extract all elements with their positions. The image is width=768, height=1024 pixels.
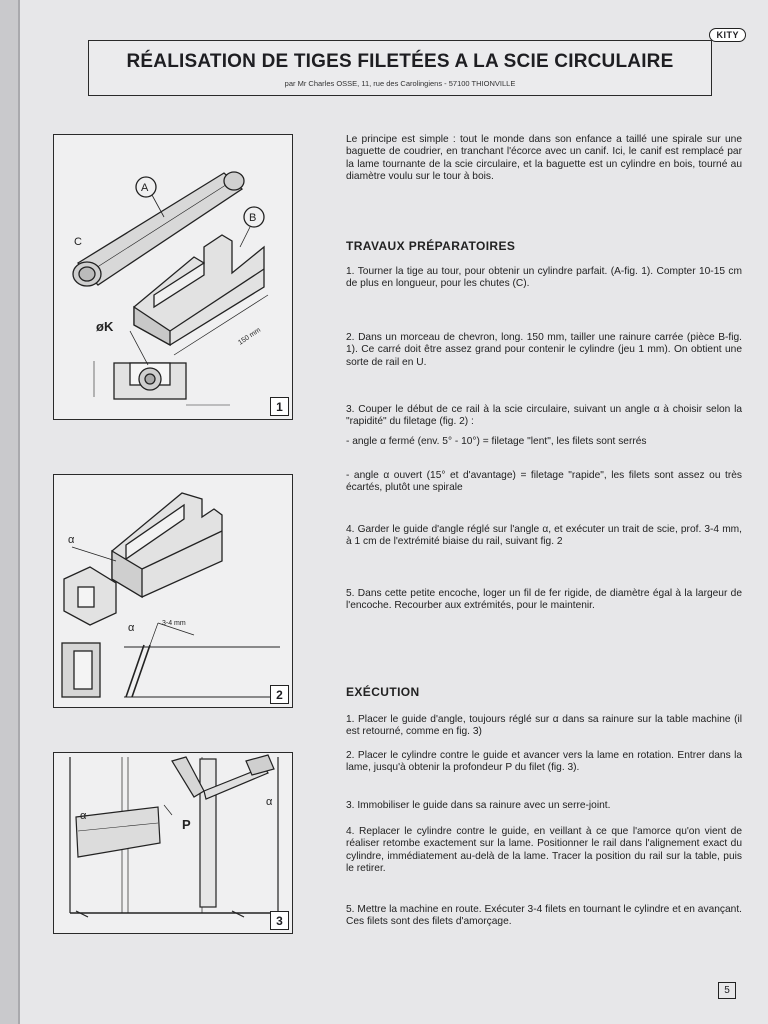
figure-1-number: 1 (270, 397, 289, 416)
exec-step-5: 5. Mettre la machine en route. Exécuter 3-4 filets en tournant le cylindre et en avançant. Ces filets sont des filets d'amorçage. (346, 904, 742, 928)
brand-logo: KITY (709, 28, 746, 42)
binding-edge (0, 0, 20, 1024)
fig1-label-k: øK (96, 319, 114, 334)
intro-paragraph: Le principe est simple : tout le monde dans son enfance a taillé une spirale sur une baguette de coudrier, en tranchant l'écorce avec un canif. Ici, le canif est remplacé par la lame tournante de la scie circulaire, et la baguette est un cylindre en bois, tourné au diamètre voulu sur le tour à bois. (346, 134, 742, 183)
prep-step-1: 1. Tourner la tige au tour, pour obtenir un cylindre parfait. (A-fig. 1). Compter 10-15 cm de plus en longueur, pour les chutes (C). (346, 266, 742, 290)
prep-step-3: 3. Couper le début de ce rail à la scie circulaire, suivant un angle α à choisir selon la "rapidité" du filetage (fig. 2) : (346, 404, 742, 428)
fig1-label-a: A (141, 182, 149, 194)
fig2-label-alpha-plan: α (128, 622, 135, 634)
prep-step-5: 5. Dans cette petite encoche, loger un fil de fer rigide, de diamètre égal à la largeur de l'encoche. Recourber aux extrémités, pour le maintenir. (346, 588, 742, 612)
exec-step-1: 1. Placer le guide d'angle, toujours réglé sur α dans sa rainure sur la table machine (il est retourné, comme en fig. 3) (346, 714, 742, 738)
article-byline: par Mr Charles OSSE, 11, rue des Carolingiens - 57100 THIONVILLE (284, 79, 516, 88)
fig1-label-b: B (249, 212, 257, 224)
figure-1-drawing (54, 135, 292, 419)
exec-step-4: 4. Replacer le cylindre contre le guide, en veillant à ce que l'amorce qu'on vient de réaliser retombe exactement sur la lame. Positionner le rail dans l'alignement exact du cylindre, immédiatement au-delà de la lame. Tracer la position du rail sur la table, puis le retirer. (346, 826, 742, 875)
figure-3-drawing (54, 753, 292, 933)
figure-3-number: 3 (270, 911, 289, 930)
figure-1 (53, 134, 293, 420)
title-box (88, 40, 712, 96)
fig3-label-alpha-guide: α (266, 796, 273, 808)
fig2-label-alpha: α (68, 534, 75, 546)
page-number: 5 (718, 982, 736, 999)
fig3-label-p: P (182, 817, 191, 832)
exec-step-3: 3. Immobiliser le guide dans sa rainure avec un serre-joint. (346, 800, 611, 811)
figure-2-drawing (54, 475, 292, 707)
section-heading-execution: EXÉCUTION (346, 685, 420, 699)
figure-2-number: 2 (270, 685, 289, 704)
fig1-label-150: 150 mm (237, 326, 263, 347)
section-heading-preparatoires: TRAVAUX PRÉPARATOIRES (346, 239, 516, 253)
figure-2 (53, 474, 293, 708)
article-title: RÉALISATION DE TIGES FILETÉES A LA SCIE CIRCULAIRE (126, 51, 674, 72)
prep-step-3b: - angle α ouvert (15° et d'avantage) = filetage "rapide", les filets sont assez ou très écartés, plutôt une spirale (346, 470, 742, 494)
figure-3 (53, 752, 293, 934)
prep-step-3a: - angle α fermé (env. 5° - 10°) = filetage "lent", les filets sont serrés (346, 436, 647, 447)
prep-step-2: 2. Dans un morceau de chevron, long. 150 mm, tailler une rainure carrée (pièce B-fig. 1). Ce carré doit être assez grand pour contenir le cylindre (jeu 1 mm). On obtient une sorte de rail en U. (346, 332, 742, 368)
exec-step-2: 2. Placer le cylindre contre le guide et avancer vers la lame en rotation. Entrer dans la lame, jusqu'à obtenir la profondeur P du filet (fig. 3). (346, 750, 742, 774)
fig1-label-c: C (74, 236, 82, 248)
article-body (346, 134, 742, 954)
fig2-label-depth: 3-4 mm (162, 620, 186, 627)
fig3-label-alpha: α (80, 810, 87, 822)
prep-step-4: 4. Garder le guide d'angle réglé sur l'angle α, et exécuter un trait de scie, prof. 3-4 mm, à 1 cm de l'extrémité biaise du rail, suivant fig. 2 (346, 524, 742, 548)
